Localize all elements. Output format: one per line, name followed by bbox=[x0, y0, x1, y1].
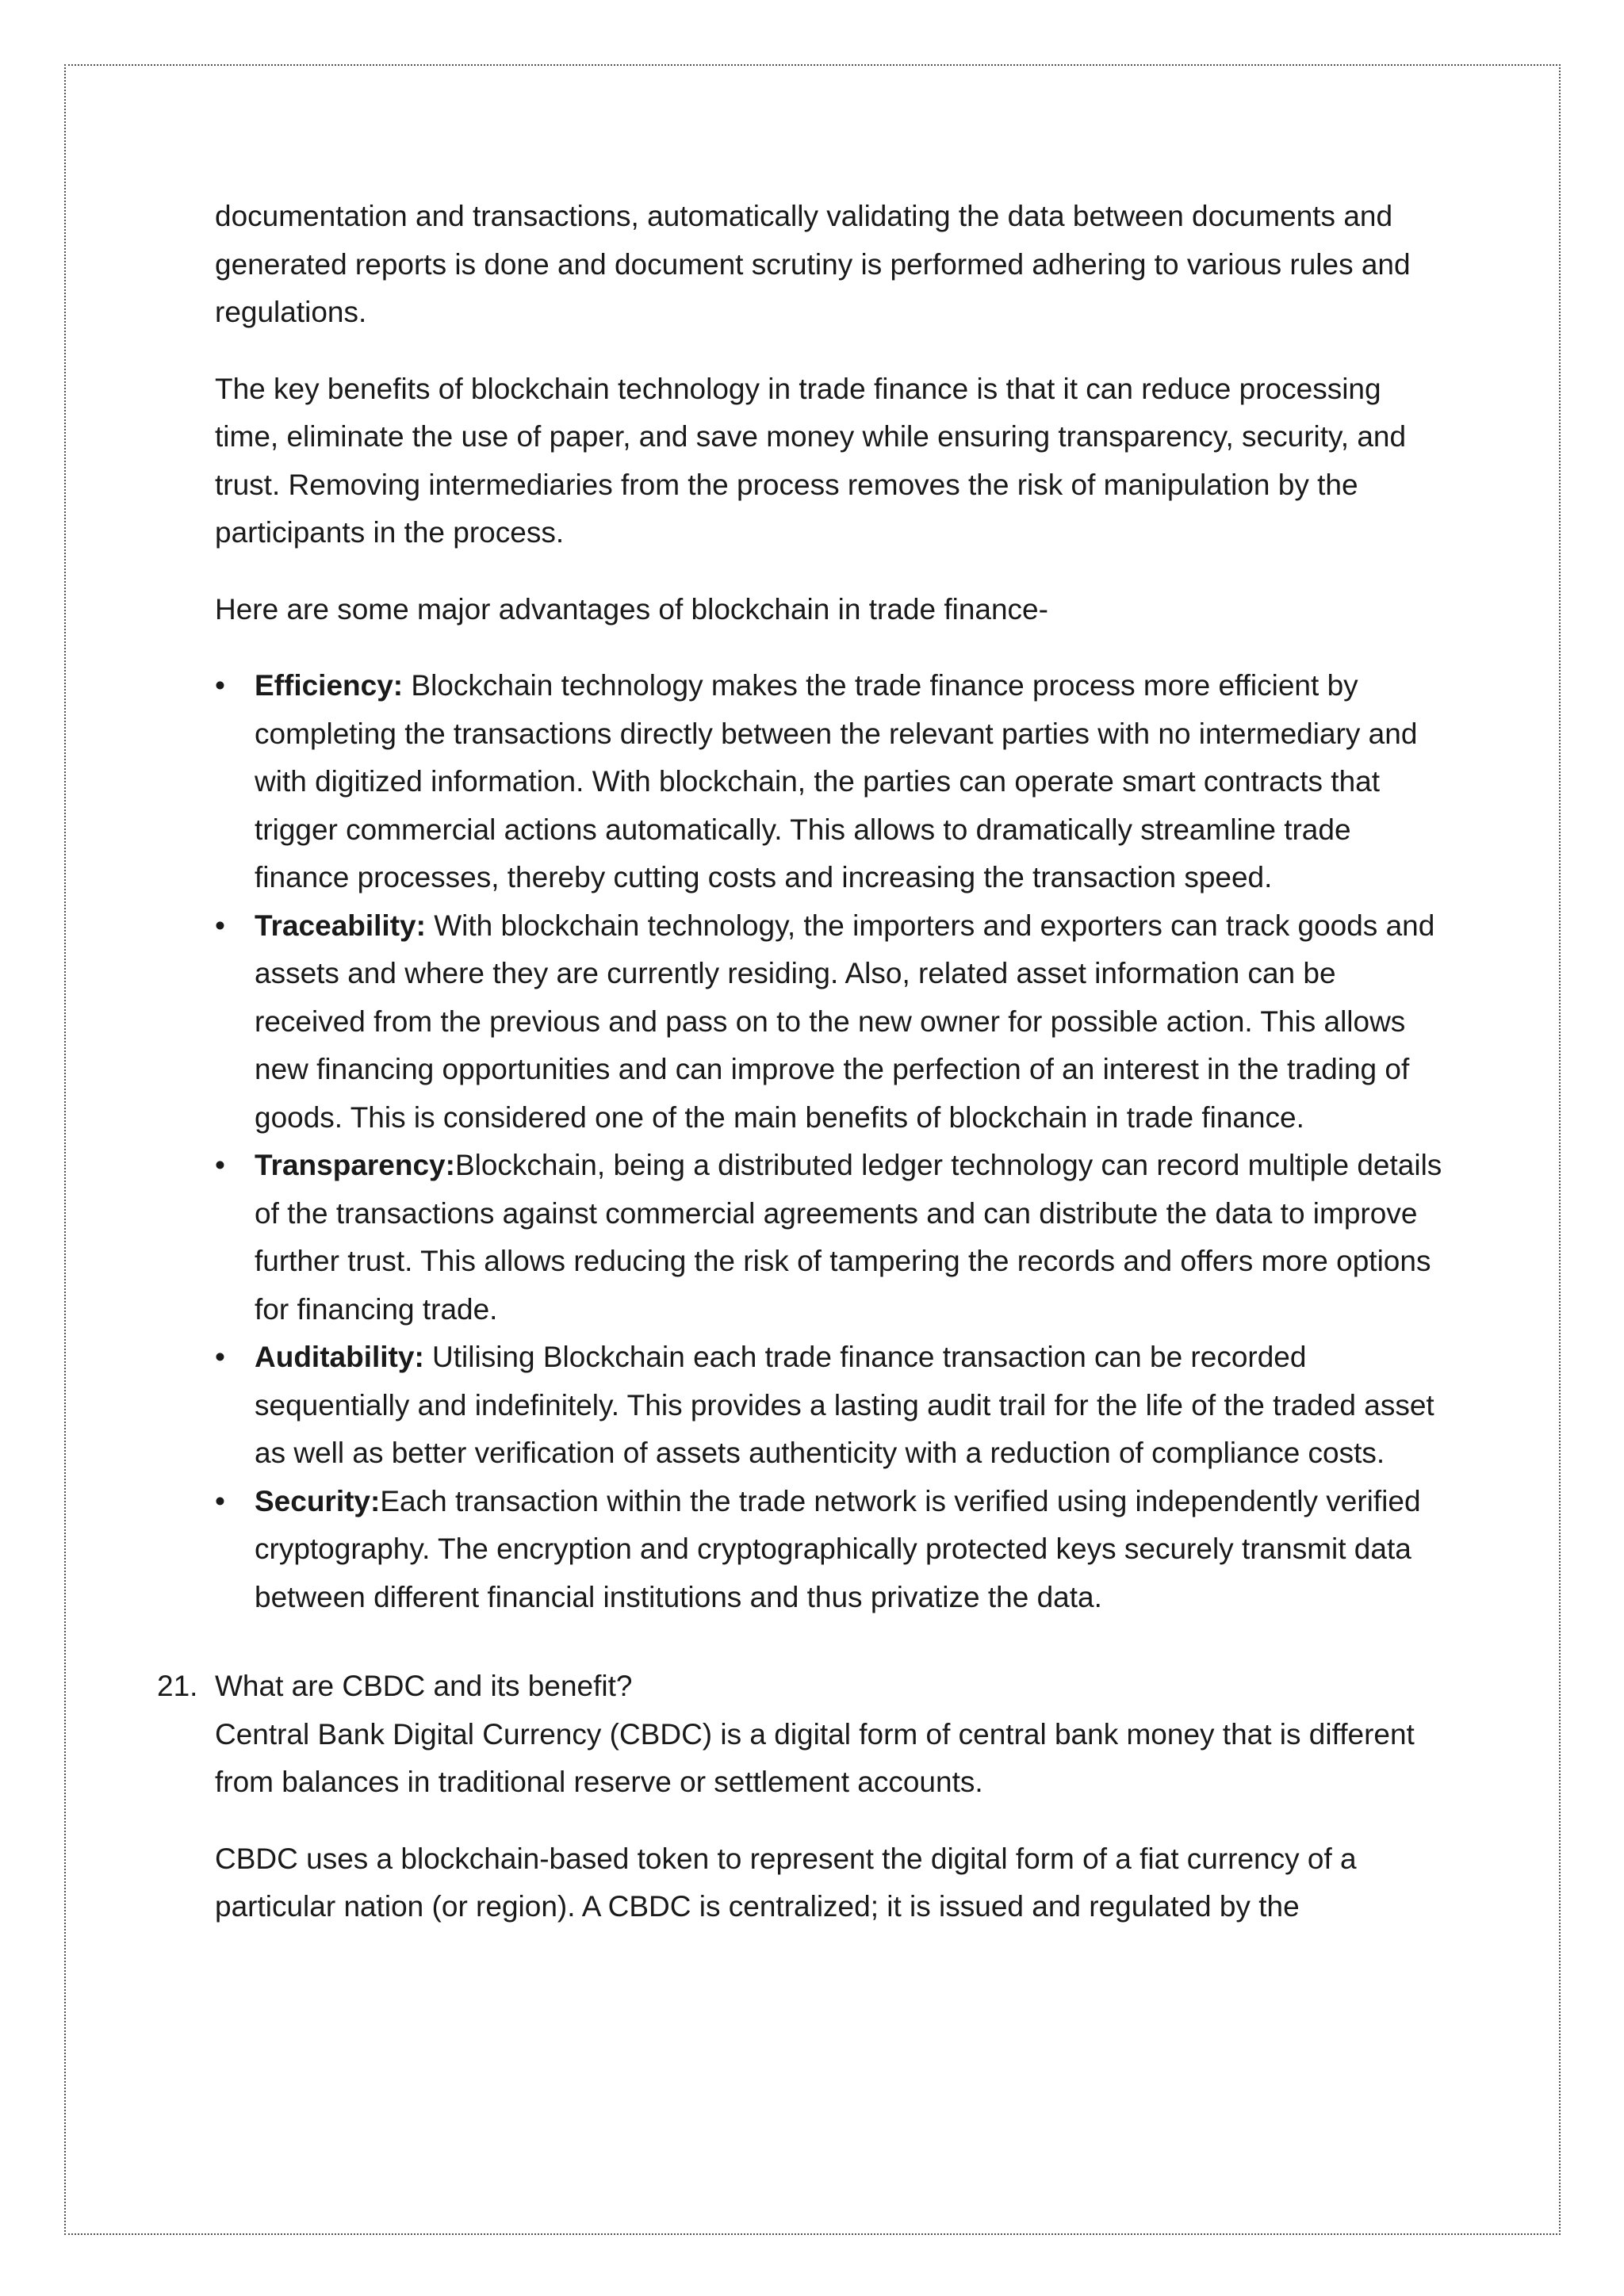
list-item-text: Utilising Blockchain each trade finance transaction can be recorded sequentially and indefinitely. This provides a lasting audit trail for the life of the traded asset as well as better verification of assets authenticity with a reduction of compliance costs. bbox=[255, 1341, 1434, 1469]
bullet-icon: • bbox=[215, 669, 225, 702]
list-item-term: Traceability: bbox=[255, 909, 426, 942]
intro-paragraph-2: The key benefits of blockchain technology in trade finance is that it can reduce processing time, eliminate the use of paper, and save money while ensuring transparency, security, and trust. Removing intermediaries from the process removes the risk of manipulation by the participants in the process. bbox=[215, 372, 1407, 549]
intro-paragraph-3: Here are some major advantages of blockchain in trade finance- bbox=[215, 592, 1048, 626]
list-item-term: Auditability: bbox=[255, 1341, 424, 1373]
question-title: What are CBDC and its benefit? bbox=[215, 1670, 633, 1702]
list-item-text: Each transaction within the trade network is verified using independently verified cryptography. The encryption and cryptographically protected keys securely transmit data between different financial institutions and thus privatize the data. bbox=[255, 1484, 1421, 1613]
list-item-term: Security: bbox=[255, 1484, 381, 1517]
question-paragraph-1: Central Bank Digital Currency (CBDC) is a digital form of central bank money that is different from balances in traditional reserve or settlement accounts. bbox=[215, 1717, 1415, 1798]
bullet-icon: • bbox=[215, 1484, 225, 1517]
list-item-auditability bbox=[215, 1334, 1452, 1478]
list-item-efficiency bbox=[215, 662, 1452, 902]
list-item-text: Blockchain technology makes the trade finance process more efficient by completing the transactions directly between the relevant parties with no intermediary and with digitized information. With blockchain, the parties can operate smart contracts that trigger commercial actions automatically. This allows to dramatically streamline trade finance processes, thereby cutting costs and increasing the transaction speed. bbox=[255, 669, 1418, 894]
list-item-security bbox=[215, 1478, 1452, 1622]
list-item-transparency bbox=[215, 1142, 1452, 1334]
bullet-icon: • bbox=[215, 909, 225, 942]
page-content bbox=[157, 193, 1452, 1931]
bullet-icon: • bbox=[215, 1341, 225, 1373]
list-item-traceability bbox=[215, 902, 1452, 1142]
advantages-list bbox=[215, 662, 1452, 1621]
bullet-icon: • bbox=[215, 1149, 225, 1181]
question-21 bbox=[157, 1663, 1452, 1931]
list-item-text: Blockchain, being a distributed ledger technology can record multiple details of the transactions against commercial agreements and can distribute the data to improve further trust. This allows reducing the risk of tampering the records and offers more options for financing trade. bbox=[255, 1149, 1442, 1326]
list-item-term: Efficiency: bbox=[255, 669, 404, 702]
question-paragraph-2: CBDC uses a blockchain-based token to represent the digital form of a fiat currency of a particular nation (or region). A CBDC is centralized; it is issued and regulated by the bbox=[215, 1842, 1357, 1923]
list-item-text: With blockchain technology, the importers and exporters can track goods and assets and where they are currently residing. Also, related asset information can be received from the previous and pass on to the new owner for possible action. This allows new financing opportunities and can improve the perfection of an interest in the trading of goods. This is considered one of the main benefits of blockchain in trade finance. bbox=[255, 909, 1435, 1134]
list-item-term: Transparency: bbox=[255, 1149, 455, 1181]
question-number: 21. bbox=[157, 1670, 198, 1702]
intro-paragraph-1: documentation and transactions, automatically validating the data between documents and generated reports is done and document scrutiny is performed adhering to various rules and regulations. bbox=[215, 200, 1411, 328]
